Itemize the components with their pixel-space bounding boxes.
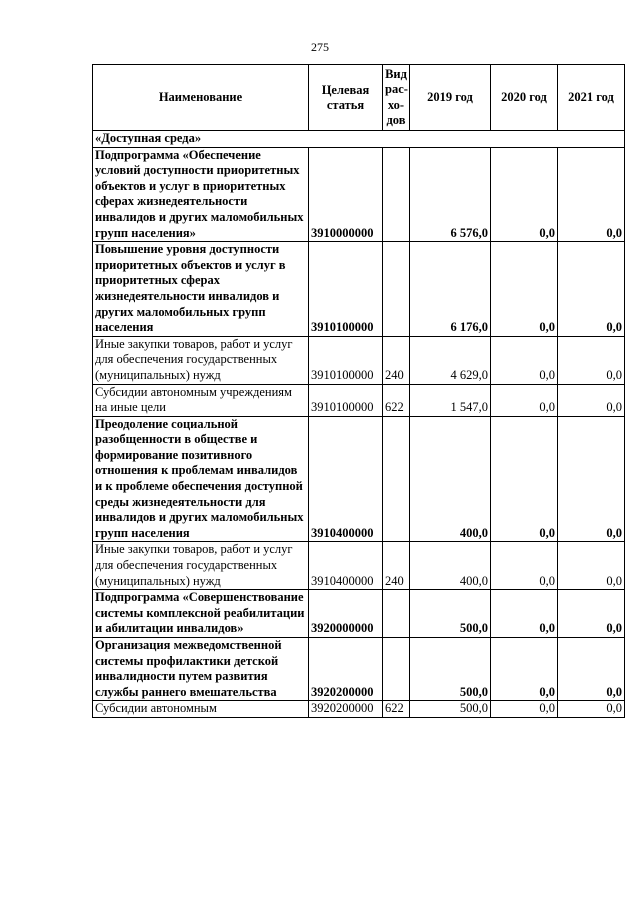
row-value-2020: 0,0 — [491, 590, 558, 638]
table-row — [93, 638, 625, 701]
row-target-article: 3920200000 — [309, 638, 383, 701]
row-expense-type: 240 — [383, 542, 410, 590]
row-value-2021: 0,0 — [558, 384, 625, 416]
row-name: Преодоление социальной разобщенности в обществе и формирование позитивного отношения к проблемам инвалидов и к проблеме обеспечения доступной среды жизнедеятельности для инвалидов и других маломобильных групп населения — [93, 416, 309, 542]
row-target-article: 3910100000 — [309, 336, 383, 384]
row-expense-type — [383, 242, 410, 337]
table-header-row — [93, 65, 625, 131]
row-value-2020: 0,0 — [491, 416, 558, 542]
header-2020: 2020 год — [491, 65, 558, 131]
row-value-2021: 0,0 — [558, 590, 625, 638]
row-target-article: 3920200000 — [309, 701, 383, 718]
row-value-2019: 400,0 — [410, 542, 491, 590]
header-name: Наименование — [93, 65, 309, 131]
row-value-2019: 4 629,0 — [410, 336, 491, 384]
page-number: 275 — [311, 40, 329, 54]
row-name: Субсидии автономным учреждениям на иные цели — [93, 384, 309, 416]
row-target-article: 3910000000 — [309, 147, 383, 242]
budget-table — [92, 64, 625, 718]
table-row — [93, 701, 625, 718]
row-value-2019: 500,0 — [410, 590, 491, 638]
section-title: «Доступная среда» — [93, 131, 625, 148]
table-row — [93, 590, 625, 638]
row-value-2020: 0,0 — [491, 384, 558, 416]
row-value-2021: 0,0 — [558, 336, 625, 384]
table-row — [93, 147, 625, 242]
header-2021: 2021 год — [558, 65, 625, 131]
row-value-2020: 0,0 — [491, 147, 558, 242]
row-value-2021: 0,0 — [558, 242, 625, 337]
header-2019: 2019 год — [410, 65, 491, 131]
row-name: Подпрограмма «Совершенствование системы комплексной реабилитации и абилитации инвалидов» — [93, 590, 309, 638]
row-value-2020: 0,0 — [491, 242, 558, 337]
row-value-2021: 0,0 — [558, 638, 625, 701]
table-row — [93, 384, 625, 416]
row-name: Иные закупки товаров, работ и услуг для обеспечения государственных (муниципальных) нужд — [93, 336, 309, 384]
row-value-2020: 0,0 — [491, 336, 558, 384]
row-value-2021: 0,0 — [558, 147, 625, 242]
row-target-article: 3910400000 — [309, 542, 383, 590]
row-name: Иные закупки товаров, работ и услуг для обеспечения государственных (муниципальных) нужд — [93, 542, 309, 590]
header-kind: Вид рас- хо- дов — [383, 65, 410, 131]
row-expense-type — [383, 416, 410, 542]
row-target-article: 3920000000 — [309, 590, 383, 638]
row-target-article: 3910100000 — [309, 242, 383, 337]
section-row — [93, 131, 625, 148]
table-row — [93, 542, 625, 590]
table-body — [93, 131, 625, 718]
row-value-2020: 0,0 — [491, 542, 558, 590]
row-value-2020: 0,0 — [491, 638, 558, 701]
row-name: Подпрограмма «Обеспечение условий доступности приоритетных объектов и услуг в приоритетных сферах жизнедеятельности инвалидов и других маломобильных групп населения» — [93, 147, 309, 242]
row-name: Организация межведомственной системы профилактики детской инвалидности путем развития службы раннего вмешательства — [93, 638, 309, 701]
row-expense-type: 240 — [383, 336, 410, 384]
row-value-2019: 400,0 — [410, 416, 491, 542]
row-value-2019: 1 547,0 — [410, 384, 491, 416]
table-row — [93, 416, 625, 542]
row-expense-type — [383, 590, 410, 638]
row-value-2019: 500,0 — [410, 701, 491, 718]
table-row — [93, 336, 625, 384]
row-expense-type — [383, 147, 410, 242]
row-value-2021: 0,0 — [558, 542, 625, 590]
row-expense-type: 622 — [383, 384, 410, 416]
row-expense-type: 622 — [383, 701, 410, 718]
row-name: Повышение уровня доступности приоритетных объектов и услуг в приоритетных сферах жизнедеятельности инвалидов и других маломобильных групп населения — [93, 242, 309, 337]
row-value-2019: 500,0 — [410, 638, 491, 701]
row-value-2021: 0,0 — [558, 416, 625, 542]
row-target-article: 3910400000 — [309, 416, 383, 542]
row-value-2019: 6 576,0 — [410, 147, 491, 242]
table-row — [93, 242, 625, 337]
row-value-2020: 0,0 — [491, 701, 558, 718]
row-value-2021: 0,0 — [558, 701, 625, 718]
row-value-2019: 6 176,0 — [410, 242, 491, 337]
header-code: Целевая статья — [309, 65, 383, 131]
row-expense-type — [383, 638, 410, 701]
row-target-article: 3910100000 — [309, 384, 383, 416]
row-name: Субсидии автономным — [93, 701, 309, 718]
